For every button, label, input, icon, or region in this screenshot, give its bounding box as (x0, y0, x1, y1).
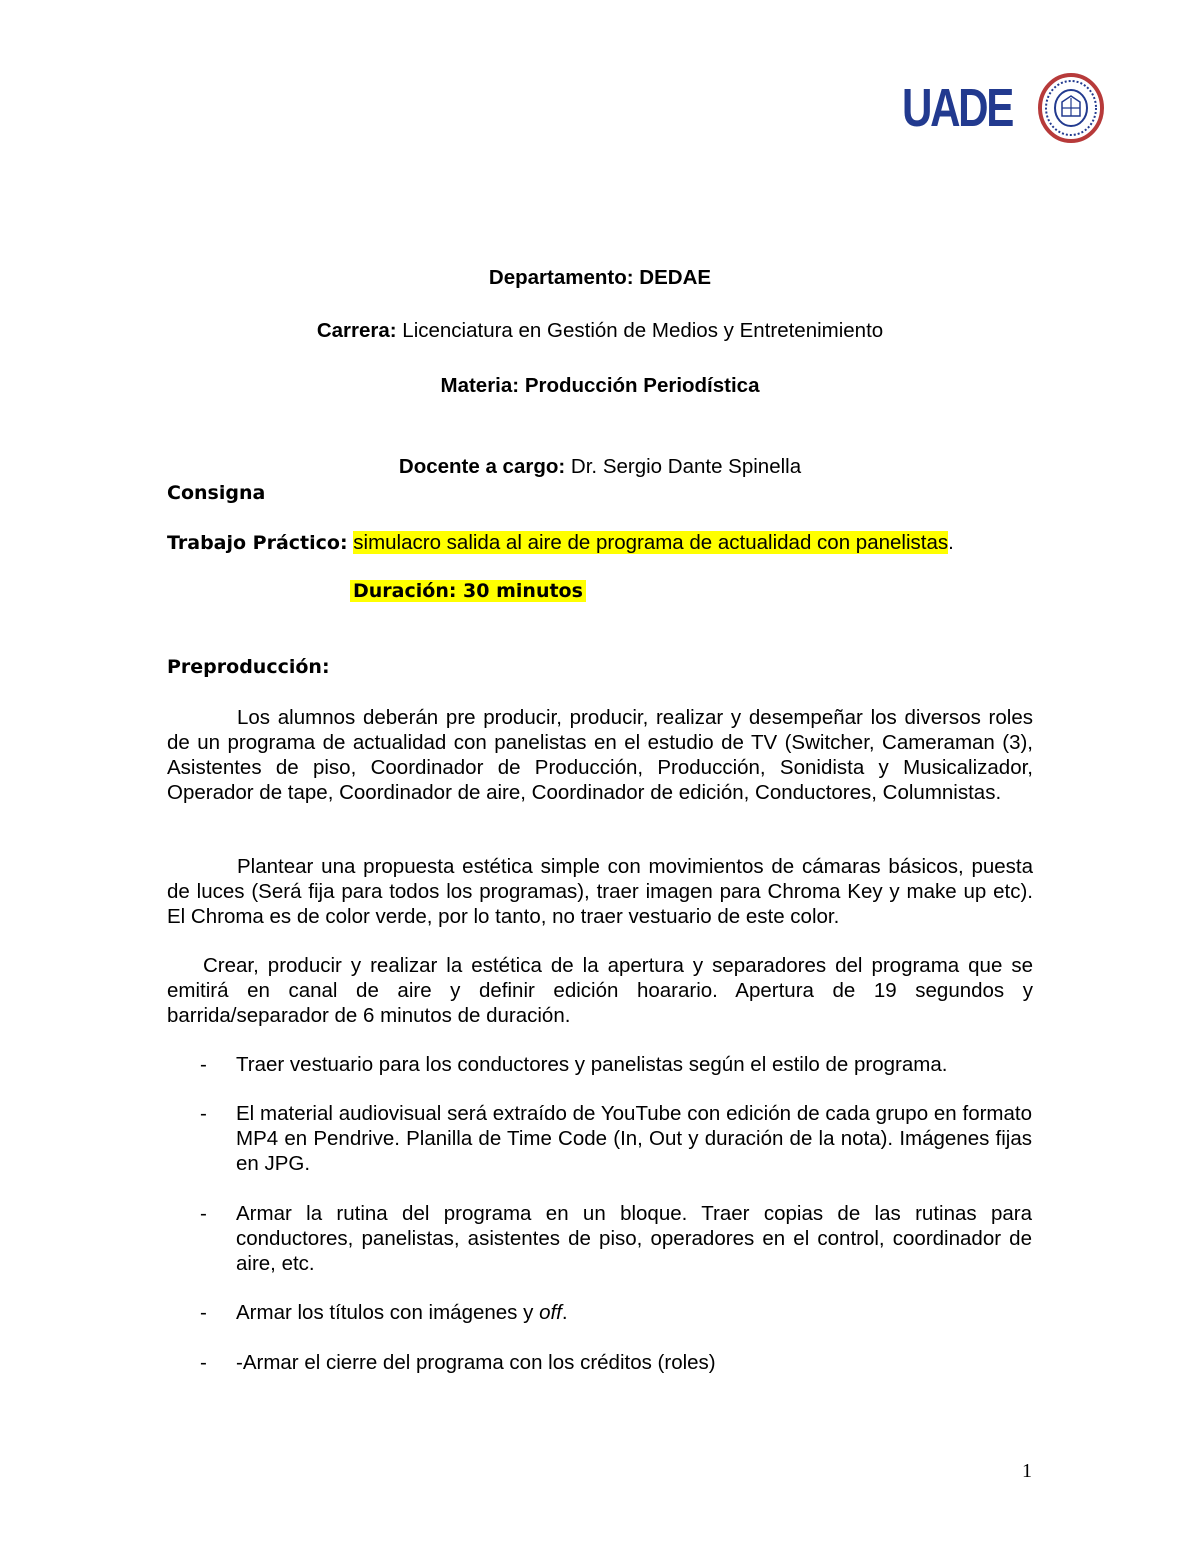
titulos-text: Armar los títulos con imágenes y (236, 1301, 540, 1324)
bullet-text-titulos (236, 1300, 1032, 1325)
preproduccion-heading: Preproducción: (167, 656, 330, 678)
tp-end: . (948, 531, 954, 554)
page-number: 1 (1022, 1460, 1032, 1482)
paragraph-apertura: Crear, producir y realizar la estética de la apertura y separadores del programa que se emitirá en canal de aire y definir edición hoarario. Apertura de 19 segundos y barrida/separador de 6 minutos de duración. (167, 954, 1033, 1027)
bullet-text-rutina: Armar la rutina del programa en un bloque. Traer copias de las rutinas para conductores, panelistas, asistentes de piso, operadores en el control, coordinador de aire, etc. (236, 1202, 1032, 1275)
duracion-text: Duración: 30 minutos (350, 580, 586, 602)
bullet-dash: - (200, 1351, 207, 1374)
paragraph-estetica: Plantear una propuesta estética simple con movimientos de cámaras básicos, puesta de luces (Será fija para todos los programas), traer imagen para Chroma Key y make up etc). El Chroma es de color verde, por lo tanto, no traer vestuario de este color. (167, 855, 1033, 928)
materia-value: Producción Periodística (524, 374, 760, 397)
university-seal-icon (1038, 72, 1106, 144)
departamento-label: Departamento: (488, 266, 634, 289)
trabajo-practico-line (167, 531, 954, 555)
list-item (200, 1350, 1032, 1375)
tp-value: simulacro salida al aire de programa de actualidad con panelistas (353, 531, 949, 554)
titulos-end: . (561, 1301, 568, 1324)
carrera-value: Licenciatura en Gestión de Medios y Entretenimiento (402, 319, 884, 342)
list-item (200, 1101, 1032, 1176)
bullet-dash: - (200, 1202, 207, 1225)
bullet-dash: - (200, 1053, 207, 1076)
consigna-heading: Consigna (167, 482, 266, 504)
bullet-text-vestuario: Traer vestuario para los conductores y panelistas según el estilo de programa. (236, 1053, 948, 1076)
list-item (200, 1201, 1032, 1276)
logo-wordmark: UADE (902, 78, 1012, 138)
list-item (200, 1052, 1032, 1077)
bullet-text-cierre: -Armar el cierre del programa con los créditos (roles) (236, 1351, 716, 1374)
uade-logo (902, 72, 1107, 144)
paragraph-roles: Los alumnos deberán pre producir, producir, realizar y desempeñar los diversos roles de un programa de actualidad con panelistas en el estudio de TV (Switcher, Cameraman (3), Asistentes de piso, Coordinador de Producción, Producción, Sonidista y Musicalizador, Operador de tape, Coordinador de aire, Coordinador de edición, Conductores, Columnistas. (167, 706, 1033, 804)
carrera-line (0, 319, 1200, 343)
docente-label: Docente a cargo: (398, 455, 566, 478)
materia-label: Materia: (440, 374, 520, 397)
bullet-dash: - (200, 1102, 207, 1125)
bullet-text-material: El material audiovisual será extraído de YouTube con edición de cada grupo en formato MP4 en Pendrive. Planilla de Time Code (In, Out y duración de la nota). Imágenes fijas en JPG. (236, 1102, 1032, 1175)
list-item (200, 1300, 1032, 1325)
bullet-dash: - (200, 1301, 207, 1324)
departamento-line (0, 266, 1200, 290)
tp-label: Trabajo Práctico: (167, 532, 348, 554)
materia-line (0, 374, 1200, 398)
titulos-italic: off (539, 1301, 562, 1324)
carrera-label: Carrera: (316, 319, 397, 342)
docente-line (0, 455, 1200, 479)
departamento-value: DEDAE (639, 266, 712, 289)
docente-value: Dr. Sergio Dante Spinella (570, 455, 802, 478)
duracion-line (350, 580, 586, 602)
